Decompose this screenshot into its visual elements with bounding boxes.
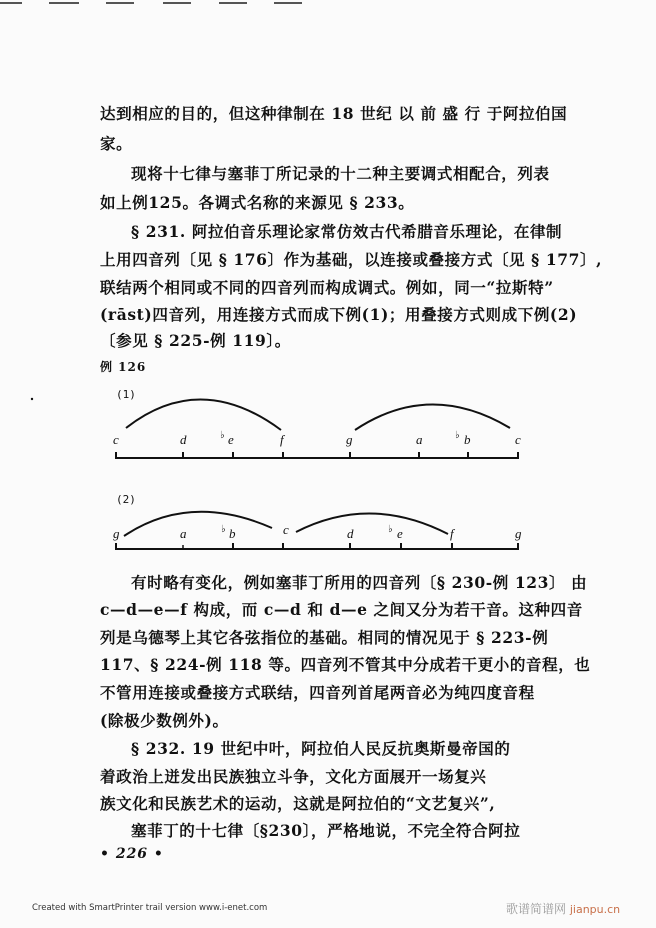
text-line: 联结两个相同或不同的四音列而构成调式。例如，同一“拉斯特” [100,278,554,297]
note-label: c [515,432,521,447]
arc-c-f [126,399,281,430]
note-label: a [416,432,423,447]
note-label: g [515,526,522,541]
note-label: g [113,526,120,541]
text-line: 族文化和民族艺术的运动，这就是阿拉伯的“文艺复兴”, [100,794,496,813]
text-line: 列是乌德琴上其它各弦指位的基础。相同的情况见于 § 223-例 [100,628,549,647]
text-line: (rāst)四音列，用连接方式而成下例(1)；用叠接方式则成下例(2) [100,305,578,324]
note-label: d [347,526,354,541]
text-line: 现将十七律与塞菲丁所记录的十二种主要调式相配合，列表 [131,164,550,183]
diagram-2-label: (2) [116,493,136,506]
note-label: g [346,432,353,447]
flat-icon: ♭ [220,430,225,441]
text-line: 117、§ 224-例 118 等。四音列不管其中分成若干更小的音程，也 [100,655,591,674]
note-label: a [180,526,187,541]
arc-g-c [124,512,272,536]
text-line: 塞菲丁的十七律〔§230〕，严格地说，不完全符合阿拉 [131,821,521,840]
arc-g-c [355,404,510,430]
flat-icon: ♭ [455,430,460,441]
note-label: c [283,522,289,537]
printer-footer: Created with SmartPrinter trail version www.i-enet.com [32,903,268,913]
text-line: 着政治上迸发出民族独立斗争，文化方面展开一场复兴 [100,767,487,786]
text-line: 达到相应的目的，但这种律制在 18 世纪 以 前 盛 行 于阿拉伯国 [100,104,568,123]
diagram-1-label: (1) [116,388,136,401]
watermark-cn: 歌谱简谱网 [506,902,567,916]
text-line: 如上例125。各调式名称的来源见 § 233。 [100,193,415,212]
flat-icon: ♭ [388,524,393,535]
section-231-line: § 231. 阿拉伯音乐理论家常仿效古代希腊音乐理论，在律制 [131,222,563,241]
text-line: 有时略有变化，例如塞菲丁所用的四音列〔§ 230-例 123〕 由 [131,573,588,592]
text-line: 〔参见 § 225-例 119〕。 [100,331,291,350]
note-label: c [113,432,119,447]
example-label: 例 126 [100,360,147,374]
site-watermark [506,900,620,917]
note-label: d [180,432,187,447]
arc-c-f [296,513,448,534]
section-232-line: § 232. 19 世纪中叶，阿拉伯人民反抗奥斯曼帝国的 [131,739,511,758]
diagram-1 [113,399,521,459]
watermark-en: jianpu.cn [569,903,621,916]
note-label: b [464,432,471,447]
page-number: • 226 • [100,846,164,862]
note-label: e [397,526,403,541]
text-line: c—d—e—f 构成，而 c—d 和 d—e 之间又分为若干音。这种四音 [100,600,583,619]
note-label: f [280,432,284,447]
note-label: e [228,432,234,447]
text-line: 不管用连接或叠接方式联结，四音列首尾两音必为纯四度音程 [100,683,535,702]
text-line: 上用四音列〔见 § 176〕作为基础，以连接或叠接方式〔见 § 177〕, [100,250,603,269]
note-label: f [450,526,454,541]
flat-icon: ♭ [221,524,226,535]
diagram-2 [113,512,522,550]
text-line: (除极少数例外)。 [100,711,229,730]
text-line: 家。 [100,134,133,153]
note-label: b [229,526,236,541]
